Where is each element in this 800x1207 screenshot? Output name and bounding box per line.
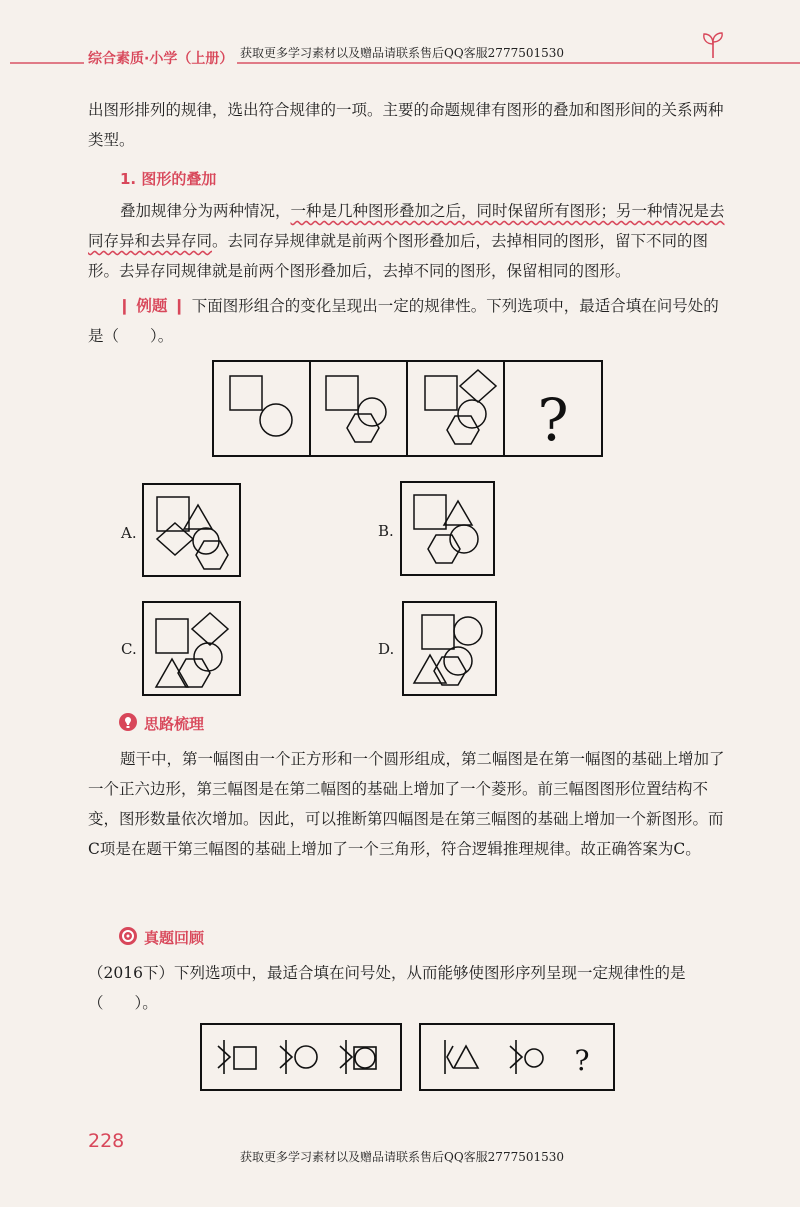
option-b-figure[interactable] xyxy=(400,481,496,577)
example-tag: ❙ 例题 ❙ xyxy=(118,297,186,315)
intro-paragraph: 出图形排列的规律，选出符合规律的一项。主要的命题规律有图形的叠加和图形间的关系两种类型。 xyxy=(88,101,724,149)
option-a-label: A. xyxy=(121,524,137,542)
circle-shape xyxy=(458,400,486,428)
example-sequence-figure xyxy=(212,360,604,458)
p1-end: 。去同存异规律就是前两个图形叠加后，去掉相同的图形，留下不同的图形。去异存同规律就是前两个图形叠加后，去掉不同的图形，保留相同的图形。 xyxy=(88,232,709,280)
page-number: 228 xyxy=(88,1130,125,1152)
review-question-mark: ? xyxy=(574,1044,590,1077)
book-title: 综合素质·小学（上册） xyxy=(84,48,237,68)
option-a-figure[interactable] xyxy=(142,483,242,578)
review-sequence-figure xyxy=(200,1022,618,1092)
header-watermark: 获取更多学习素材以及赠品请联系售后QQ客服2777501530 xyxy=(240,46,565,60)
option-d-label: D. xyxy=(378,640,395,658)
review-paragraph: （2016下）下列选项中，最适合填在问号处，从而能够使图形序列呈现一定规律性的是（ ）。 xyxy=(88,964,686,1012)
footer-watermark: 获取更多学习素材以及赠品请联系售后QQ客服2777501530 xyxy=(240,1150,565,1164)
option-c-figure[interactable] xyxy=(142,601,242,697)
option-c-label: C. xyxy=(121,640,137,658)
overlay-rule-paragraph xyxy=(88,196,728,286)
square-shape xyxy=(326,376,358,410)
circle-shape xyxy=(260,404,292,436)
gear-icon xyxy=(118,926,138,946)
hexagon-shape xyxy=(447,416,479,444)
sprout-icon xyxy=(700,30,726,60)
square-shape xyxy=(230,376,262,410)
p1-start: 叠加规律分为两种情况， xyxy=(120,202,291,220)
square-shape xyxy=(425,376,457,410)
diamond-shape xyxy=(460,370,496,402)
analysis-title: 思路梳理 xyxy=(144,715,205,733)
circle-shape xyxy=(358,398,386,426)
question-mark: ? xyxy=(537,386,569,454)
option-b-label: B. xyxy=(378,522,394,540)
example-question: 下面图形组合的变化呈现出一定的规律性。下列选项中，最适合填在问号处的是（ ）。 xyxy=(88,297,719,345)
p1-wavy: 一种是几种图形叠加之后，同时保留所有图形；另一种情况是去同存异和去异存同 xyxy=(88,202,725,250)
section-title-overlay: 1. 图形的叠加 xyxy=(120,170,217,188)
option-d-figure[interactable] xyxy=(402,601,498,697)
lightbulb-icon xyxy=(118,712,138,732)
analysis-paragraph: 题干中，第一幅图由一个正方形和一个圆形组成，第二幅图是在第一幅图的基础上增加了一个正六边形，第三幅图是在第二幅图的基础上增加了一个菱形。前三幅图图形位置结构不变，图形数量依次增加。因此，可以推断第四幅图是在第三幅图的基础上增加一个新图形。而C项是在题干第三幅图的基础上增加了一个三角形，符合逻辑推理规律。故正确答案为C。 xyxy=(88,750,725,858)
example-paragraph xyxy=(88,291,728,351)
review-title: 真题回顾 xyxy=(144,929,205,947)
hexagon-shape xyxy=(347,414,379,442)
